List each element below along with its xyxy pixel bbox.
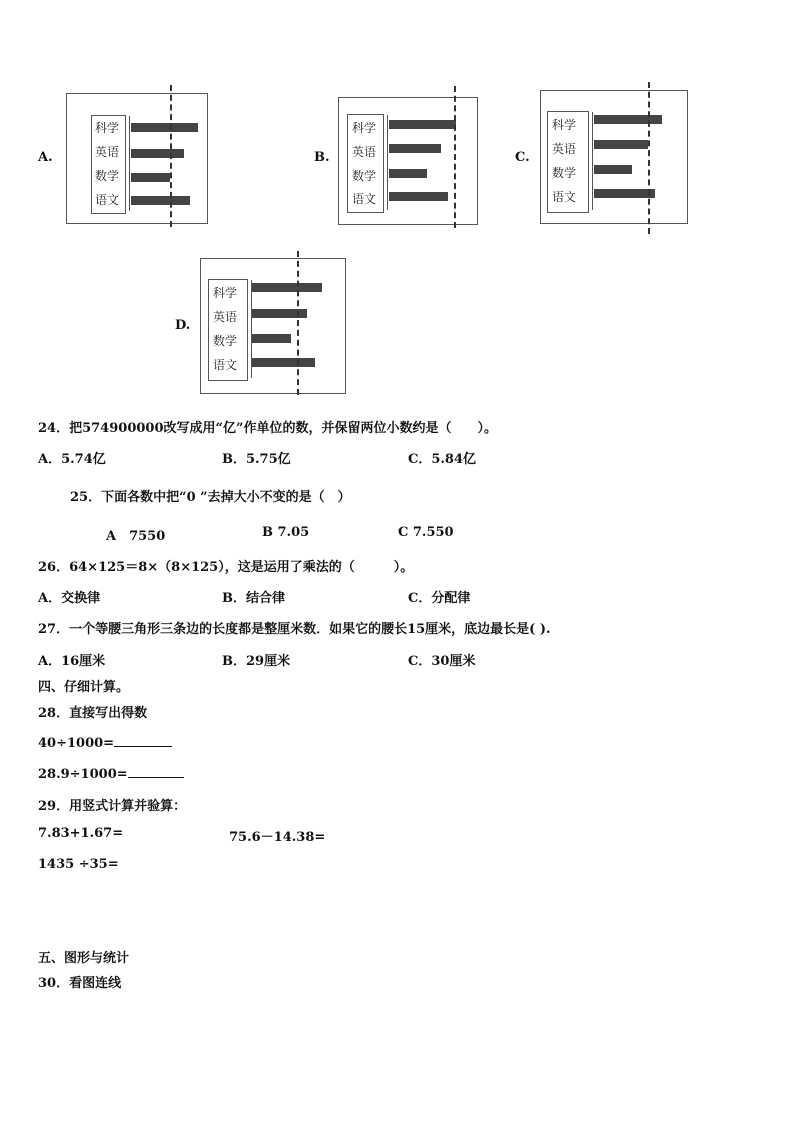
q27-option-c[interactable]: C．30厘米 — [408, 654, 476, 669]
bracket — [382, 115, 388, 210]
subject-english: 英语 — [552, 142, 577, 156]
option-c-letter[interactable]: C. — [515, 150, 530, 165]
q28-item-2[interactable] — [38, 765, 184, 782]
q29-item-2[interactable]: 75.6－14.38= — [229, 830, 326, 845]
subject-science: 科学 — [552, 118, 577, 132]
bar-math — [131, 173, 170, 182]
bar-english — [594, 140, 648, 149]
option-b-letter[interactable]: B. — [314, 150, 330, 165]
q24-option-c[interactable]: C．5.84亿 — [408, 452, 477, 467]
q28-expression-2: 28.9÷1000= — [38, 767, 128, 782]
section-4-heading: 四、仔细计算。 — [38, 680, 130, 695]
q30-stem: 30．看图连线 — [38, 976, 122, 991]
bar-math — [389, 169, 427, 178]
bar-science — [389, 120, 456, 129]
subject-math: 数学 — [95, 169, 120, 183]
q29-item-3[interactable]: 1435 ÷35= — [38, 857, 119, 872]
bar-science — [594, 115, 662, 124]
average-dashed-line — [454, 86, 456, 228]
q26-option-a[interactable]: A．交换律 — [38, 591, 101, 606]
bar-english — [131, 149, 184, 158]
bracket — [124, 116, 130, 211]
bar-science — [131, 123, 198, 132]
subject-science: 科学 — [95, 121, 120, 135]
bar-figure-a — [66, 93, 208, 224]
q24-option-b[interactable]: B．5.75亿 — [222, 452, 291, 467]
q29-stem: 29．用竖式计算并验算： — [38, 799, 187, 814]
subject-english: 英语 — [95, 145, 120, 159]
answer-blank[interactable] — [128, 765, 184, 778]
subject-chinese: 语文 — [352, 192, 377, 206]
bar-chinese — [389, 192, 448, 201]
average-dashed-line — [170, 85, 172, 227]
q26-option-b[interactable]: B．结合律 — [222, 591, 285, 606]
bracket — [587, 112, 593, 210]
subject-math: 数学 — [352, 169, 377, 183]
bar-figure-c — [540, 90, 688, 224]
option-a-letter[interactable]: A. — [38, 150, 53, 165]
q28-stem: 28．直接写出得数 — [38, 706, 148, 721]
subject-math: 数学 — [552, 166, 577, 180]
subject-chinese: 语文 — [95, 193, 120, 207]
section-5-heading: 五、图形与统计 — [38, 951, 130, 966]
q24-stem: 24．把574900000改写成用“亿”作单位的数，并保留两位小数约是（ ）。 — [38, 421, 497, 436]
q24-option-a[interactable]: A．5.74亿 — [38, 452, 106, 467]
bar-math — [594, 165, 632, 174]
bar-english — [389, 144, 441, 153]
q25-option-a[interactable]: A 7550 — [106, 529, 166, 544]
bar-chinese — [594, 189, 655, 198]
q28-item-1[interactable] — [38, 734, 172, 751]
subject-science: 科学 — [352, 121, 377, 135]
bar-figure-b — [338, 97, 478, 225]
subject-math: 数学 — [213, 334, 238, 348]
subject-english: 英语 — [213, 310, 238, 324]
bar-chinese — [252, 358, 315, 367]
bar-math — [252, 334, 291, 343]
q27-option-b[interactable]: B．29厘米 — [222, 654, 291, 669]
subject-english: 英语 — [352, 145, 377, 159]
q29-item-1[interactable]: 7.83+1.67= — [38, 826, 124, 841]
answer-blank[interactable] — [114, 734, 172, 747]
q26-stem: 26．64×125＝8×（8×125），这是运用了乘法的（ ）。 — [38, 560, 414, 575]
subject-science: 科学 — [213, 286, 238, 300]
option-d-letter[interactable]: D. — [175, 318, 191, 333]
q25-stem: 25．下面各数中把“0 ”去掉大小不变的是（ ） — [70, 490, 351, 505]
q28-expression-1: 40÷1000= — [38, 736, 115, 751]
subject-chinese: 语文 — [213, 358, 238, 372]
q25-option-b[interactable]: B 7.05 — [262, 525, 310, 540]
bar-chinese — [131, 196, 190, 205]
average-dashed-line — [648, 82, 650, 234]
q26-option-c[interactable]: C．分配律 — [408, 591, 471, 606]
q27-stem: 27．一个等腰三角形三条边的长度都是整厘米数．如果它的腰长15厘米，底边最长是( ). — [38, 622, 551, 637]
average-dashed-line — [297, 251, 299, 395]
q25-option-c[interactable]: C 7.550 — [398, 525, 454, 540]
q27-option-a[interactable]: A．16厘米 — [38, 654, 106, 669]
subject-chinese: 语文 — [552, 190, 577, 204]
bar-figure-d — [200, 258, 346, 394]
bar-science — [252, 283, 322, 292]
